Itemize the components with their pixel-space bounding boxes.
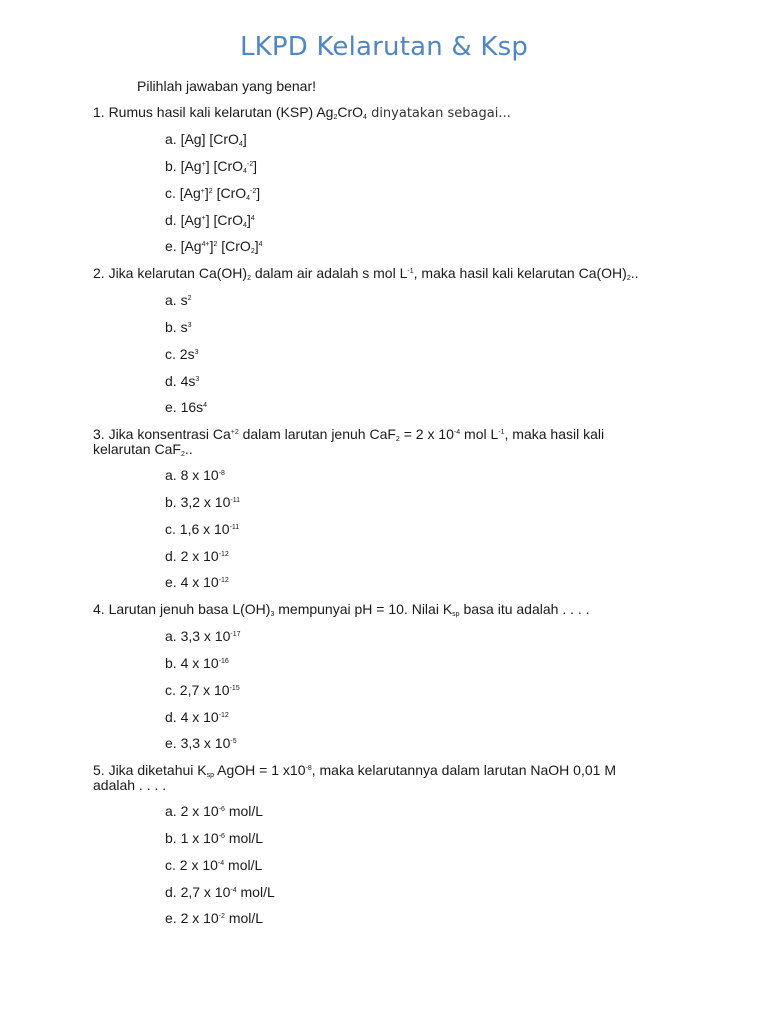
question-5-text-line-2: adalah . . . . bbox=[93, 777, 167, 793]
text-part: ] bbox=[254, 238, 259, 254]
superscript: -2 bbox=[250, 188, 257, 195]
subscript: 4 bbox=[238, 141, 243, 148]
text-part: ] [CrO bbox=[205, 158, 244, 174]
superscript: -2 bbox=[246, 161, 254, 168]
text-part: c. 2s bbox=[165, 346, 195, 362]
question-5-option-d bbox=[165, 884, 275, 900]
question-5-option-b bbox=[165, 830, 263, 846]
superscript: -4 bbox=[217, 860, 225, 867]
question-3-option-a bbox=[165, 467, 225, 483]
superscript: -17 bbox=[230, 631, 241, 638]
text-part: c. [Ag bbox=[165, 185, 201, 201]
superscript: -12 bbox=[218, 551, 229, 558]
question-3-option-c bbox=[165, 521, 239, 537]
superscript: -5 bbox=[230, 738, 237, 745]
text-part: , maka kelarutannya dalam larutan NaOH 0,01 M bbox=[311, 762, 616, 778]
superscript: 2 bbox=[213, 241, 218, 248]
text-part: mol/L bbox=[224, 857, 263, 873]
subscript: sp bbox=[206, 772, 215, 779]
text-part: ] bbox=[204, 185, 209, 201]
text-part: e. 4 x 10 bbox=[165, 574, 219, 590]
text-part: a. s bbox=[165, 292, 188, 308]
subscript: sp bbox=[452, 611, 460, 618]
text-part: dalam larutan jenuh CaF bbox=[238, 426, 396, 442]
superscript: -1 bbox=[407, 268, 414, 275]
text-part: ] [CrO bbox=[205, 212, 244, 228]
text-part: a. 2 x 10 bbox=[165, 803, 219, 819]
superscript: -12 bbox=[218, 712, 229, 719]
text-part: AgOH = 1 x10 bbox=[214, 762, 306, 778]
text-part: 2. Jika kelarutan Ca(OH) bbox=[93, 265, 248, 281]
question-2-option-c bbox=[165, 346, 198, 362]
superscript: -6 bbox=[218, 833, 225, 840]
text-part: dinyatakan sebagai... bbox=[366, 106, 511, 121]
text-part: 5. Jika diketahui K bbox=[93, 762, 207, 778]
subscript: 2 bbox=[180, 451, 185, 458]
text-part: ] bbox=[242, 131, 247, 147]
text-part: .. bbox=[630, 265, 639, 281]
question-2-option-d bbox=[165, 373, 199, 389]
text-part: ] bbox=[209, 238, 214, 254]
question-2-option-a bbox=[165, 292, 191, 308]
text-part: d. [Ag bbox=[165, 212, 202, 228]
text-part: , maka hasil kali kelarutan Ca(OH) bbox=[413, 265, 627, 281]
superscript: -4 bbox=[453, 429, 461, 436]
text-part: [CrO bbox=[212, 185, 247, 201]
superscript: -8 bbox=[218, 470, 225, 477]
text-part: b. 4 x 10 bbox=[165, 655, 219, 671]
question-2-text bbox=[93, 265, 673, 281]
text-part: = 2 x 10 bbox=[399, 426, 454, 442]
subscript: 2 bbox=[626, 275, 631, 282]
text-part: a. [Ag] [CrO bbox=[165, 131, 239, 147]
subscript: 2 bbox=[247, 275, 251, 282]
question-5-text bbox=[93, 762, 673, 778]
question-4-option-a bbox=[165, 628, 241, 644]
question-4-option-d bbox=[165, 709, 229, 725]
subscript: 4 bbox=[246, 195, 251, 202]
superscript: -11 bbox=[229, 524, 240, 531]
text-part: a. 3,3 x 10 bbox=[165, 628, 231, 644]
question-2-option-b bbox=[165, 319, 191, 335]
text-part: [CrO bbox=[217, 238, 251, 254]
question-1-text bbox=[93, 104, 673, 122]
text-part: d. 2 x 10 bbox=[165, 548, 219, 564]
text-part: c. 2,7 x 10 bbox=[165, 682, 230, 698]
superscript: 3 bbox=[195, 376, 200, 383]
superscript: +2 bbox=[230, 429, 239, 436]
text-part: e. [Ag bbox=[165, 238, 202, 254]
subscript: 4 bbox=[363, 114, 367, 121]
superscript: 4+ bbox=[201, 241, 210, 248]
question-3-text bbox=[93, 426, 673, 442]
text-part: kelarutan CaF bbox=[93, 441, 181, 457]
text-part: b. 1 x 10 bbox=[165, 830, 219, 846]
question-5-option-e bbox=[165, 910, 263, 926]
superscript: -8 bbox=[305, 765, 312, 772]
text-part: a. 8 x 10 bbox=[165, 467, 219, 483]
superscript: -12 bbox=[218, 577, 229, 584]
question-1-option-d bbox=[165, 212, 255, 228]
superscript: 2 bbox=[187, 295, 192, 302]
text-part: d. 2,7 x 10 bbox=[165, 884, 231, 900]
superscript: -4 bbox=[230, 887, 237, 894]
question-1-option-a bbox=[165, 131, 247, 147]
superscript: 2 bbox=[208, 188, 213, 195]
superscript: 4 bbox=[250, 215, 255, 222]
text-part: , maka hasil kali bbox=[504, 426, 605, 442]
text-part: ] bbox=[253, 158, 258, 174]
question-4-option-e bbox=[165, 735, 237, 751]
question-5-option-a bbox=[165, 803, 263, 819]
text-part: mempunyai pH = 10. Nilai K bbox=[274, 601, 453, 617]
question-3-option-d bbox=[165, 548, 229, 564]
question-4-option-b bbox=[165, 655, 229, 671]
question-4-option-c bbox=[165, 682, 240, 698]
text-part: 4. Larutan jenuh basa L(OH) bbox=[93, 601, 271, 617]
instruction-text: Pilihlah jawaban yang benar! bbox=[137, 78, 317, 94]
superscript: -15 bbox=[229, 685, 240, 692]
question-2-option-e bbox=[165, 399, 207, 415]
superscript: 4 bbox=[203, 402, 208, 409]
question-3-option-b bbox=[165, 494, 240, 510]
superscript: -6 bbox=[218, 806, 225, 813]
text-part: dalam air adalah s mol L bbox=[250, 265, 408, 281]
text-part: c. 1,6 x 10 bbox=[165, 521, 230, 537]
superscript: -2 bbox=[218, 913, 225, 920]
text-part: basa itu adalah . . . . bbox=[459, 601, 590, 617]
superscript: + bbox=[200, 188, 205, 195]
text-part: .. bbox=[184, 441, 193, 457]
superscript: 3 bbox=[187, 322, 192, 329]
superscript: 4 bbox=[258, 241, 263, 248]
subscript: 2 bbox=[395, 436, 400, 443]
text-part: e. 2 x 10 bbox=[165, 910, 219, 926]
text-part: b. 3,2 x 10 bbox=[165, 494, 231, 510]
text-part: b. s bbox=[165, 319, 188, 335]
text-part: CrO bbox=[337, 104, 364, 120]
text-part: b. [Ag bbox=[165, 158, 202, 174]
text-part: mol/L bbox=[224, 803, 264, 819]
subscript: 3 bbox=[270, 611, 275, 618]
superscript: 3 bbox=[194, 349, 199, 356]
text-part: mol/L bbox=[236, 884, 275, 900]
text-part: 1. Rumus hasil kali kelarutan (KSP) Ag bbox=[93, 104, 334, 120]
text-part: ] bbox=[246, 212, 251, 228]
text-part: c. 2 x 10 bbox=[165, 857, 218, 873]
subscript: 4 bbox=[243, 222, 247, 229]
question-3-text-line-2 bbox=[93, 441, 673, 457]
question-3-option-e bbox=[165, 574, 229, 590]
question-1-option-b bbox=[165, 158, 257, 174]
text-part: 3. Jika konsentrasi Ca bbox=[93, 426, 231, 442]
question-1-option-c bbox=[165, 185, 260, 201]
superscript: -1 bbox=[498, 429, 505, 436]
text-part: mol/L bbox=[224, 910, 264, 926]
question-1-option-e bbox=[165, 238, 263, 254]
superscript: + bbox=[201, 215, 206, 222]
question-4-text bbox=[93, 601, 673, 617]
document-title: LKPD Kelarutan & Ksp bbox=[239, 32, 529, 62]
text-part: e. 16s bbox=[165, 399, 204, 415]
text-part: d. 4 x 10 bbox=[165, 709, 219, 725]
superscript: -11 bbox=[230, 497, 240, 504]
superscript: + bbox=[201, 161, 206, 168]
text-part: d. 4s bbox=[165, 373, 196, 389]
text-part: mol L bbox=[460, 426, 499, 442]
text-part: e. 3,3 x 10 bbox=[165, 735, 231, 751]
subscript: 2 bbox=[333, 114, 338, 121]
text-part: ] bbox=[256, 185, 261, 201]
text-part: mol/L bbox=[224, 830, 264, 846]
question-5-option-c bbox=[165, 857, 262, 873]
superscript: -16 bbox=[218, 658, 229, 665]
subscript: 4 bbox=[243, 168, 247, 175]
subscript: 2 bbox=[250, 248, 255, 255]
